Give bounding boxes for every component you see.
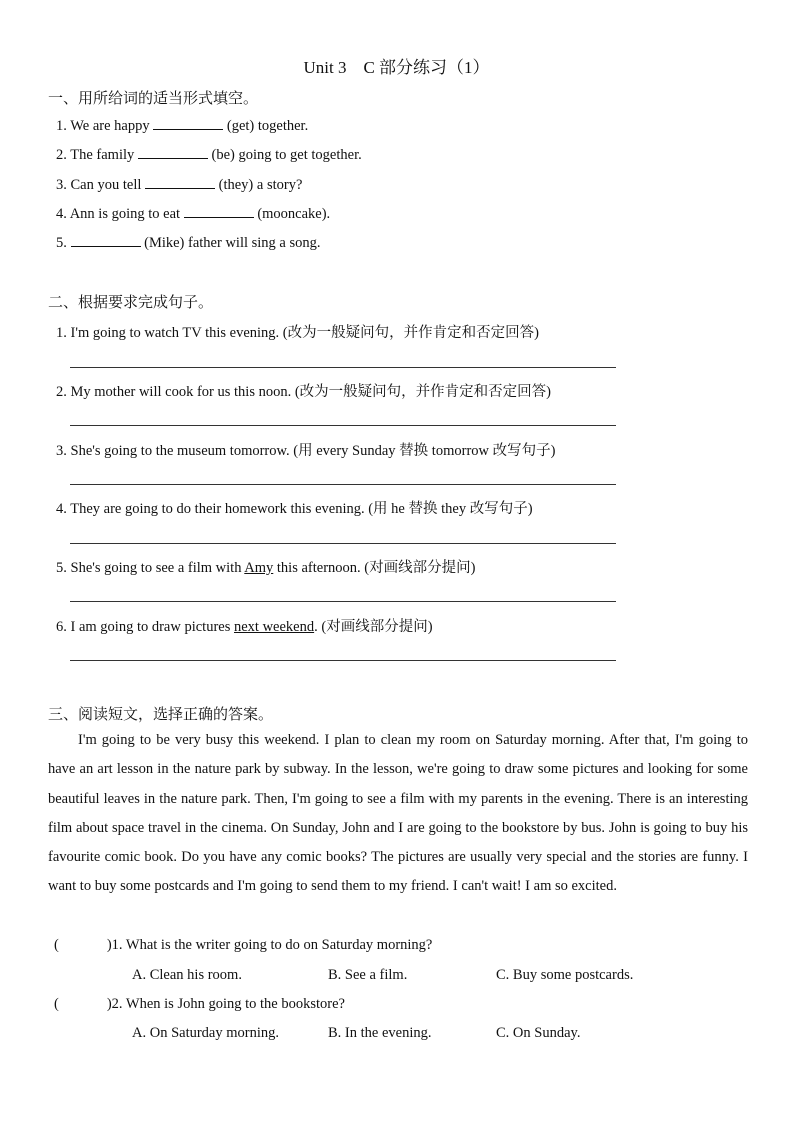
rewrite-item-2: 2. My mother will cook for us this noon. (改为一般疑问句，并作肯定和否定回答) bbox=[56, 384, 551, 400]
answer-blank[interactable] bbox=[71, 234, 141, 247]
option-b: B. In the evening. bbox=[328, 1025, 432, 1041]
item-instruction: . (对画线部分提问) bbox=[314, 619, 433, 635]
fill-item-3 bbox=[56, 176, 302, 194]
page-title: Unit 3 C 部分练习（1） bbox=[303, 58, 490, 77]
option-a: A. Clean his room. bbox=[132, 967, 242, 983]
item-number: 5. bbox=[56, 235, 67, 251]
question-2 bbox=[54, 996, 345, 1013]
item-number: 4. bbox=[56, 206, 67, 222]
answer-paren-open: ( bbox=[54, 937, 59, 953]
fill-item-1 bbox=[56, 117, 308, 135]
fill-item-2 bbox=[56, 146, 362, 164]
item-hint: (Mike) father will sing a song. bbox=[144, 235, 321, 251]
item-hint: (they) a story? bbox=[218, 177, 303, 193]
answer-line[interactable] bbox=[70, 484, 616, 485]
rewrite-item-1: 1. I'm going to watch TV this evening. (改为一般疑问句，并作肯定和否定回答) bbox=[56, 325, 539, 341]
underlined-phrase: Amy bbox=[244, 560, 274, 576]
underlined-phrase: next weekend bbox=[234, 619, 315, 635]
answer-line[interactable] bbox=[70, 367, 616, 368]
option-c: C. On Sunday. bbox=[496, 1025, 581, 1041]
question-text: )2. When is John going to the bookstore? bbox=[106, 996, 345, 1012]
item-number: 3. bbox=[56, 177, 67, 193]
item-hint: (be) going to get together. bbox=[211, 147, 362, 163]
fill-item-4 bbox=[56, 205, 330, 223]
item-text: The family bbox=[70, 147, 135, 163]
item-text: Can you tell bbox=[70, 177, 142, 193]
fill-item-5 bbox=[56, 234, 321, 252]
option-b: B. See a film. bbox=[328, 967, 408, 983]
answer-paren-open: ( bbox=[54, 996, 59, 1012]
item-hint: (get) together. bbox=[226, 118, 309, 134]
option-a: A. On Saturday morning. bbox=[132, 1025, 279, 1041]
question-text: )1. What is the writer going to do on Saturday morning? bbox=[106, 937, 433, 953]
answer-line[interactable] bbox=[70, 601, 616, 602]
item-text: 6. I am going to draw pictures bbox=[56, 619, 234, 635]
item-text: 5. She's going to see a film with bbox=[56, 560, 245, 576]
item-text: We are happy bbox=[70, 118, 150, 134]
rewrite-item-3: 3. She's going to the museum tomorrow. (用 every Sunday 替换 tomorrow 改写句子) bbox=[56, 443, 556, 459]
answer-line[interactable] bbox=[70, 660, 616, 661]
item-number: 2. bbox=[56, 147, 67, 163]
section2-heading: 二、根据要求完成句子。 bbox=[48, 295, 214, 311]
item-text: Ann is going to eat bbox=[69, 206, 181, 222]
answer-line[interactable] bbox=[70, 425, 616, 426]
option-c: C. Buy some postcards. bbox=[496, 967, 634, 983]
section1-heading: 一、用所给词的适当形式填空。 bbox=[48, 91, 259, 107]
answer-blank[interactable] bbox=[184, 205, 254, 218]
answer-blank[interactable] bbox=[145, 176, 215, 189]
reading-passage bbox=[48, 726, 748, 902]
question-1 bbox=[54, 937, 432, 954]
passage-text: I'm going to be very busy this weekend. I plan to clean my room on Saturday morning. After that, I'm going to have an art lesson in the nature park by subway. In the lesson, we're going to draw some pictures and looking for some beautiful leaves in the nature park. Then, I'm going to see a film with my parents in the evening. There is an interesting film about space travel in the cinema. On Sunday, John and I are going to the bookstore by bus. John is going to buy his favourite comic book. Do you have any comic books? The pictures are usually very special and the stories are funny. I want to buy some postcards and I'm going to send them to my friend. I can't wait! I am so excited. bbox=[48, 732, 748, 895]
rewrite-item-5 bbox=[56, 556, 475, 577]
answer-blank[interactable] bbox=[153, 117, 223, 130]
answer-line[interactable] bbox=[70, 543, 616, 544]
section3-heading: 三、阅读短文，选择正确的答案。 bbox=[48, 707, 274, 723]
rewrite-item-4: 4. They are going to do their homework this evening. (用 he 替换 they 改写句子) bbox=[56, 501, 533, 517]
rewrite-item-6 bbox=[56, 615, 433, 636]
item-hint: (mooncake). bbox=[257, 206, 331, 222]
item-number: 1. bbox=[56, 118, 67, 134]
answer-blank[interactable] bbox=[138, 146, 208, 159]
item-instruction: this afternoon. (对画线部分提问) bbox=[273, 560, 476, 576]
